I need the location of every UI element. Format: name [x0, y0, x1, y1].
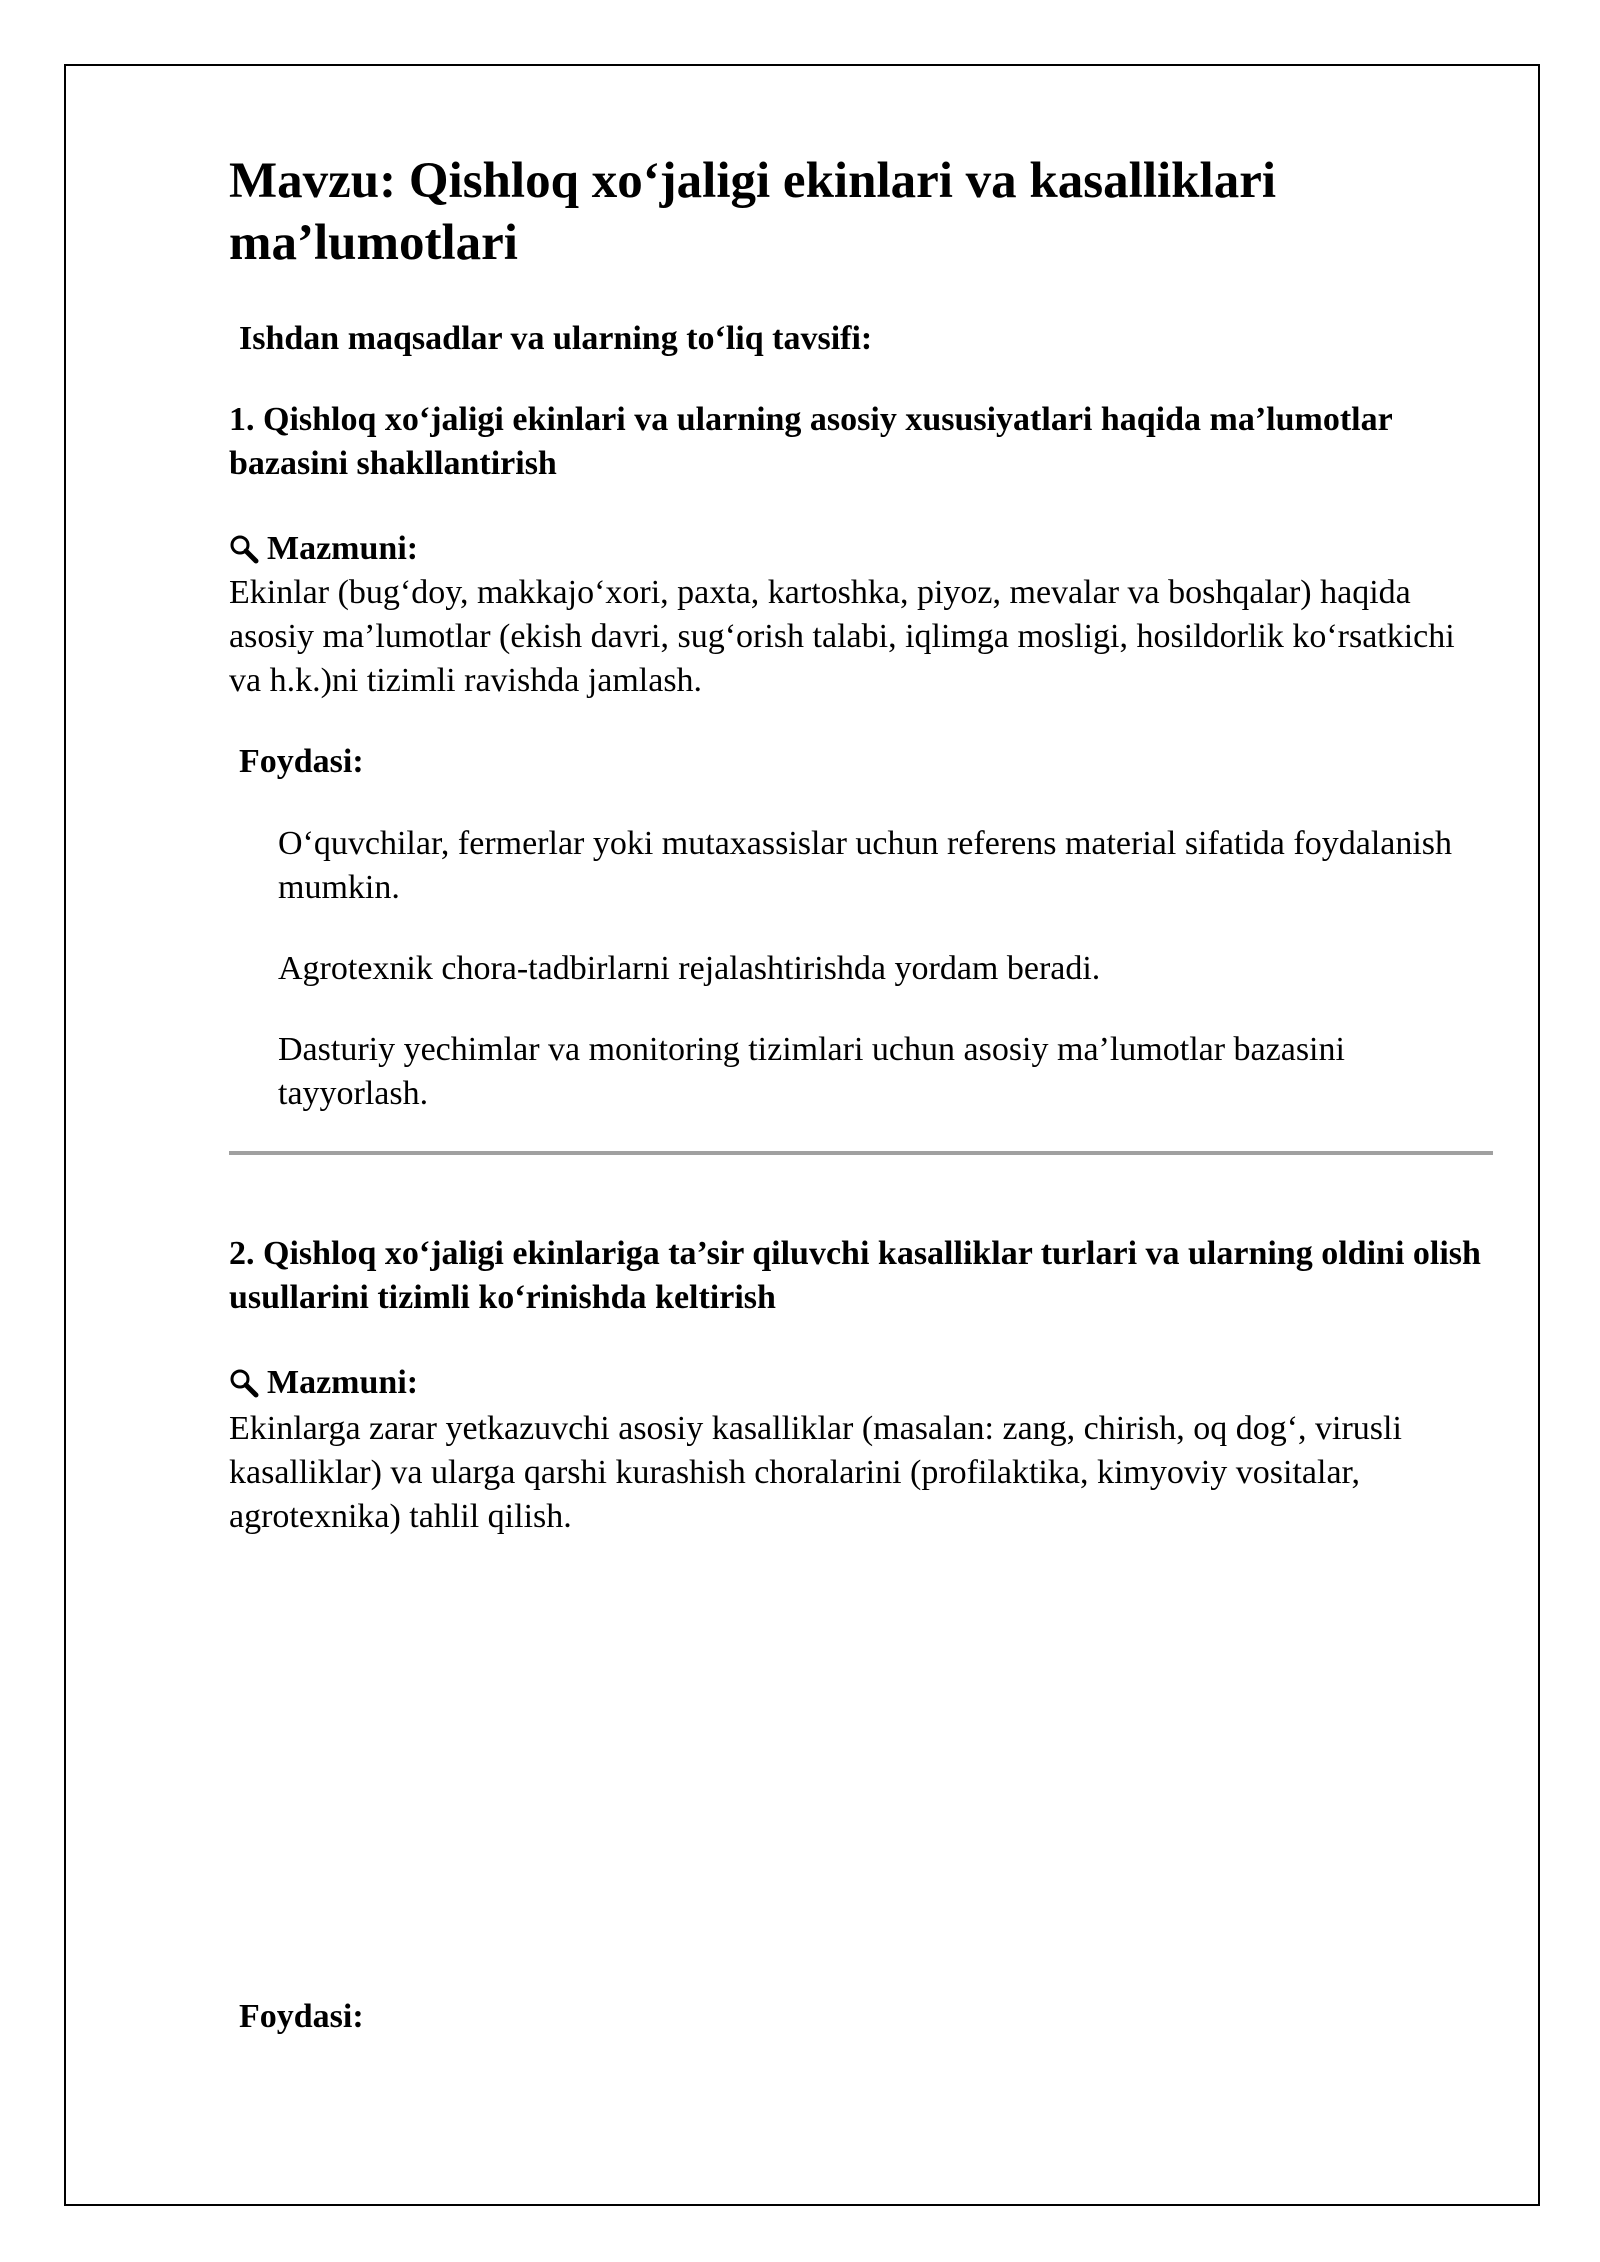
section1-heading: 1. Qishloq xo‘jaligi ekinlari va ularning asosiy xususiyatlari haqida ma’lumotlar bazasini shakllantirish — [229, 401, 1393, 482]
section2-heading: 2. Qishloq xo‘jaligi ekinlariga ta’sir qiluvchi kasalliklar turlari va ularning oldini olish usullarini tizimli ko‘rinishda keltirish — [229, 1235, 1481, 1316]
content-label-text: Mazmuni: — [267, 1364, 419, 1401]
list-item: Dasturiy yechimlar va monitoring tizimlari uchun asosiy ma’lumotlar bazasini tayyorlash. — [278, 1031, 1345, 1112]
section1-benefit-label: Foydasi: — [239, 743, 364, 780]
list-item: O‘quvchilar, fermerlar yoki mutaxassislar uchun referens material sifatida foydalanish mumkin. — [278, 825, 1453, 906]
section2-content-text: Ekinlarga zarar yetkazuvchi asosiy kasalliklar (masalan: zang, chirish, oq dog‘, virusli kasalliklar) va ularga qarshi kurashish choralarini (profilaktika, kimyoviy vositalar, agrotexnika) tahlil qilish. — [229, 1410, 1402, 1535]
content-label-text: Mazmuni: — [267, 530, 419, 567]
magnifier-icon — [229, 534, 259, 564]
document-title: Mavzu: Qishloq xo‘jaligi ekinlari va kasalliklari ma’lumotlari — [229, 153, 1276, 271]
section-divider — [229, 1151, 1493, 1155]
objectives-heading: Ishdan maqsadlar va ularning to‘liq tavsifi: — [239, 320, 873, 357]
list-item: Agrotexnik chora-tadbirlarni rejalashtirishda yordam beradi. — [278, 950, 1101, 987]
benefit-list — [278, 822, 1498, 1153]
section1-content-label — [229, 528, 418, 570]
section2-benefit-label: Foydasi: — [239, 1998, 364, 2035]
magnifier-icon — [229, 1368, 259, 1398]
section2-content-label — [229, 1362, 418, 1404]
section1-content-text: Ekinlar (bug‘doy, makkajo‘xori, paxta, kartoshka, piyoz, mevalar va boshqalar) haqida asosiy ma’lumotlar (ekish davri, sug‘orish talabi, iqlimga mosligi, hosildorlik ko‘rsatkichi va h.k.)ni tizimli ravishda jamlash. — [229, 574, 1455, 699]
